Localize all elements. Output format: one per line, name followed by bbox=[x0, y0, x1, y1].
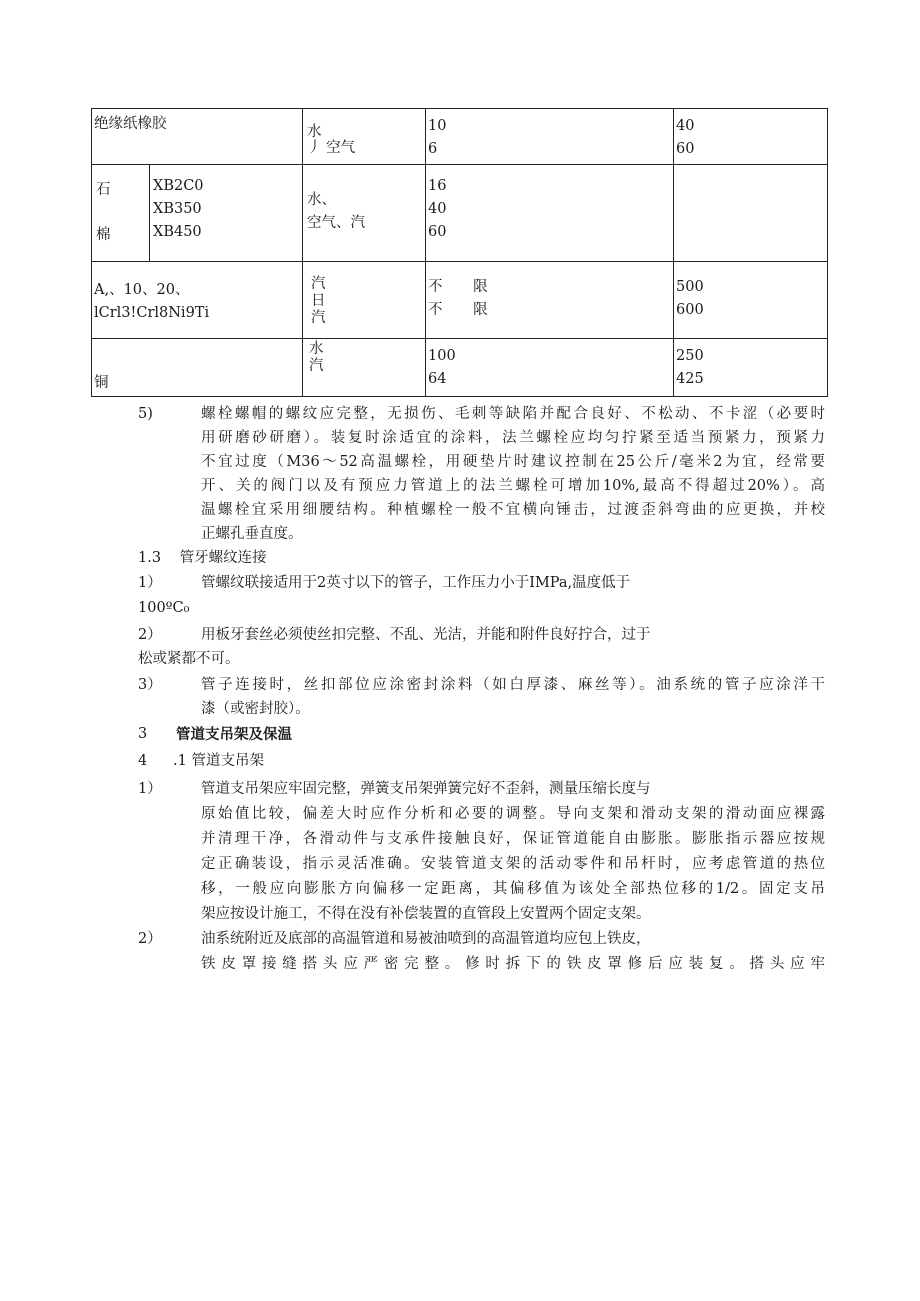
section-heading: 管道支吊架及保温 bbox=[176, 726, 292, 743]
medium-cell: 水、 空气、汽 bbox=[303, 165, 426, 262]
paragraph-line: 架应按设计施工，不得在没有补偿装置的直管段上安置两个固定支架。 bbox=[201, 906, 651, 922]
section-heading: .1 管道支吊架 bbox=[173, 753, 264, 769]
table-row bbox=[92, 165, 828, 262]
paragraph-line: 不宜过度（M36～52高温螺栓，用硬垫片时建议控制在25公斤/毫米2为宜，经常要 bbox=[201, 454, 825, 470]
pressure-cell: 16 40 60 bbox=[426, 165, 674, 262]
paragraph-line: 用板牙套丝必须使丝扣完整、不乱、光洁，并能和附件良好拧合，过于 bbox=[201, 627, 651, 643]
temperature-cell: 500 600 bbox=[674, 262, 828, 339]
paragraph-line: 管子连接时，丝扣部位应涂密封涂料（如白厚漆、麻丝等）。油系统的管子应涂洋干 bbox=[201, 677, 825, 693]
paragraph-line: 温螺栓宜采用细腰结构。种植螺栓一般不宜横向锤击，过渡歪斜弯曲的应更换，并校 bbox=[201, 502, 825, 518]
pressure-cell: 不 限 不 限 bbox=[426, 262, 674, 339]
temperature-cell: 40 60 bbox=[674, 109, 828, 165]
paragraph-line: 并清理干净，各滑动件与支承件接触良好，保证管道能自由膨胀。膨胀指示器应按规 bbox=[201, 831, 825, 847]
item-number: 2） bbox=[138, 931, 162, 947]
section-heading: 1.3 管牙螺纹连接 bbox=[138, 550, 267, 566]
material-cell: A,、10、20、 lCrl3!Crl8Ni9Ti bbox=[92, 262, 303, 339]
paragraph-line: 100ºC₀ bbox=[138, 600, 190, 616]
paragraph-line: 铁皮罩接缝搭头应严密完整。修时拆下的铁皮罩修后应装复。搭头应牢 bbox=[201, 956, 825, 972]
medium-cell: 水 汽 bbox=[303, 339, 426, 397]
section-number: 4 bbox=[138, 753, 148, 769]
pressure-cell: 10 6 bbox=[426, 109, 674, 165]
material-cell: 绝缘纸橡胶 bbox=[92, 109, 303, 165]
material-cell: 铜 bbox=[92, 339, 303, 397]
table-row bbox=[92, 109, 828, 165]
material-table bbox=[91, 108, 828, 397]
item-number: 2） bbox=[138, 627, 162, 643]
table-row bbox=[92, 262, 828, 339]
paragraph-line: 管道支吊架应牢固完整，弹簧支吊架弹簧完好不歪斜，测量压缩长度与 bbox=[201, 781, 651, 797]
item-number: 5) bbox=[138, 406, 153, 422]
pressure-cell: 100 64 bbox=[426, 339, 674, 397]
temperature-cell bbox=[674, 165, 828, 262]
medium-cell: 水 丿 空气 bbox=[303, 109, 426, 165]
item-number: 3） bbox=[138, 677, 162, 693]
paragraph-line: 开、关的阀门以及有预应力管道上的法兰螺栓可增加10%,最高不得超过20%）。高 bbox=[201, 478, 825, 494]
item-number: 1） bbox=[138, 575, 162, 591]
medium-cell: 汽 日 汽 bbox=[303, 262, 426, 339]
grade-cell: XB2C0 XB350 XB450 bbox=[150, 165, 303, 262]
paragraph-line: 管螺纹联接适用于2英寸以下的管子，工作压力小于IMPa,温度低于 bbox=[201, 575, 631, 591]
paragraph-line: 用研磨砂研磨）。装复时涂适宜的涂料，法兰螺栓应均匀拧紧至适当预紧力，预紧力 bbox=[201, 430, 825, 446]
paragraph-line: 移，一般应向膨胀方向偏移一定距离，其偏移值为该处全部热位移的1/2。固定支吊 bbox=[201, 881, 825, 897]
material-cell: 石 棉 bbox=[92, 165, 150, 262]
paragraph-line: 松或紧都不可。 bbox=[138, 651, 240, 667]
paragraph-line: 油系统附近及底部的高温管道和易被油喷到的高温管道均应包上铁皮， bbox=[201, 931, 651, 947]
item-number: 1） bbox=[138, 781, 162, 797]
temperature-cell: 250 425 bbox=[674, 339, 828, 397]
paragraph-line: 正螺孔垂直度。 bbox=[201, 526, 303, 542]
table-row bbox=[92, 339, 828, 397]
paragraph-line: 定正确装设，指示灵活准确。安装管道支架的活动零件和吊杆时，应考虑管道的热位 bbox=[201, 856, 825, 872]
paragraph-line: 螺栓螺帽的螺纹应完整，无损伤、毛刺等缺陷并配合良好、不松动、不卡涩（必要时 bbox=[201, 406, 825, 422]
paragraph-line: 漆（或密封胶）。 bbox=[201, 701, 310, 717]
paragraph-line: 原始值比较，偏差大时应作分析和必要的调整。导向支架和滑动支架的滑动面应裸露 bbox=[201, 806, 825, 822]
section-number: 3 bbox=[138, 726, 148, 742]
